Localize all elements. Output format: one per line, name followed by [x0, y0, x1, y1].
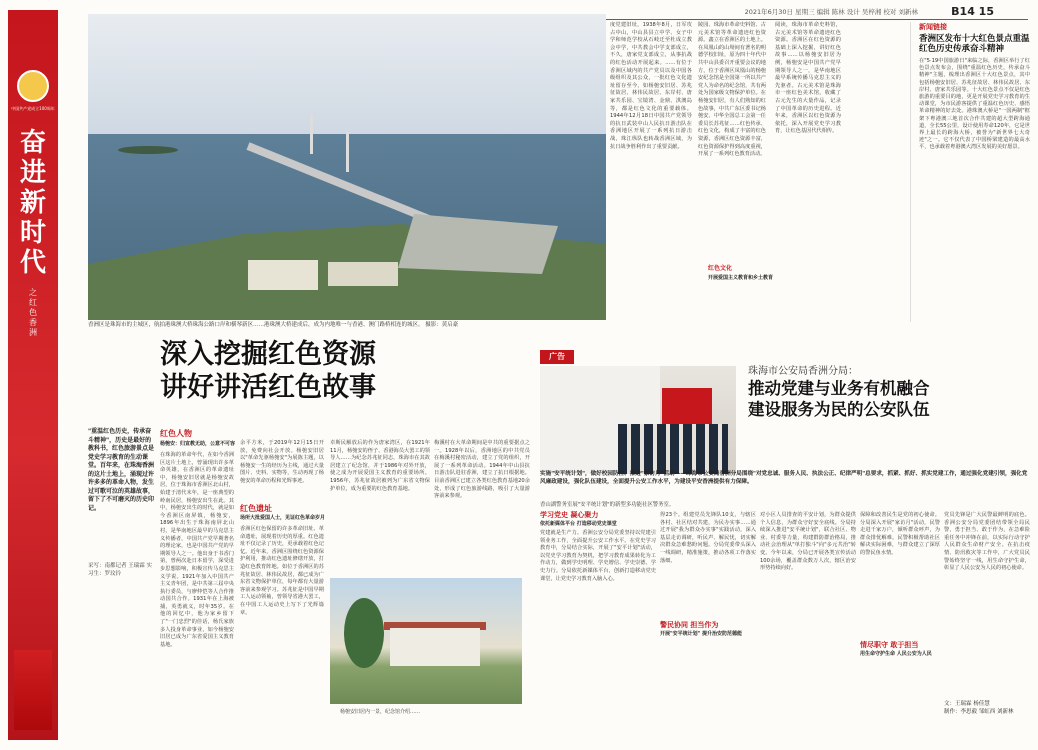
memorial-photo-caption: 杨匏安旧居内一景，纪念馆介绍…… [340, 709, 421, 715]
news-link-body: 在"5·19中国旅游日"来临之际，香洲区举行了红色景点发布会，围绕"重温红色历史，传承奋斗精神"主题，梳理出香洲区十大红色景点，其中包括杨匏安旧居、苏兆征故居、林伟民故居、东岸村、唐家共乐园等。十大红色景点不仅是红色旅游的重要目的地，更是开展党史学习教育的生动课堂，为市民游客提供了重温红色历史、感悟革命精神的好去处。港珠澳大桥是"一国两制"框架下粤港澳三地首次合作共建的超大型跨海通道，全长55公里，设计使用寿命120年，它是世界上最长的跨海大桥，被誉为"新世界七大奇迹"之一。它不仅代表了中国桥梁建造的最高水平，也承载着粤港澳大湾区发展的美好愿景。 [919, 58, 1030, 151]
hero-photo-caption: 香洲区是珠海市的主城区，航拍港珠澳大桥珠海公路口岸和横琴新区……港珠澳大桥建成后，成为内地唯一与香港、澳门路桥相连的城区。 摄影：黄启豪 [88, 322, 459, 328]
news-link-title: 香洲区发布十大红色景点重温红色历史传承奋斗精神 [919, 34, 1030, 54]
ad-subheading-2b: 开展"安平统计划" 提升治安防范德能 [660, 631, 742, 637]
section-subheading: 开展爱国主义教育和乡土教育 [708, 275, 774, 281]
article-column-1: 度党建旧址，1938年8月，日军攻占中山，中山县县立中学、女子中学和师范学校从石岐迁至杜成立教会中学，中共教会中学支部成立，不久，唐家党支部成立，从事抗战的红色活动开展起来。……有位于香洲区域内的共产党员以及中国各级组织及其公众，一批红色文化遗址留存至今，如杨匏安旧居、苏兆征故居、林伟民故居、东岸村、唐家共乐园、宝镜湾、金鼎、淇澳岛等，都是红色文化的重要载体。1944年12月18日中国共产党领导的抗日武装中山人民抗日游击队在香洲地区开展了一系列抗日游击战，珠江纵队也转战香洲区域，为抗日战争胜利作出了重要贡献。 [610, 22, 692, 150]
memorial-photo [330, 578, 522, 704]
ad-subheading-3: 情尽职守 敢于担当 [860, 641, 919, 649]
ad-column-5: 党员先锋是广大民警最鲜明的底色。香洲公安分局党委团结带领全局民警，勇于担当、敢于作为，在急难险重任务中冲锋在前，以实际行动守护人民群众生命财产安全。在抗击疫情、防汛救灾等工作中，广大党员民警始终坚守一线，用生命守护生命，彰显了人民公安为人民的初心使命。 [944, 512, 1030, 572]
section-title-red-people: 红色人物 [160, 429, 192, 438]
ad-subheading-1: 学习党史 凝心聚力 [540, 511, 599, 519]
ad-subheading-2: 警民协同 担当作为 [660, 621, 719, 629]
officers-shape [618, 424, 728, 474]
ad-column-2: 得23个。组建党员先锋队10支，与辖区各村、社区结对共建，为民办实事……通过开展"我为群众办实事"实践活动，深入基层走访调研，听民声、解民忧，切实解决群众急难愁盼问题。分局党委带头深入一线调研，精准施策，推动各项工作落实落细。 [660, 512, 756, 564]
ad-column-1: 党建就是生产力。香洲公安分局党委坚持以党建引领业务工作，全面提升公安工作水平。在党史学习教育中，分局结合实际，开展了"安平计划"活动，以党史学习教育为契机，把学习教育成果转化为工作动力，做到学史明理、学史增信、学史崇德、学史力行。分局依托新媒体平台，创新打造移动党史课堂，让党史学习教育入脑入心。 [540, 530, 656, 582]
article-column-2: 陵园、珠海市革命史料馆、古元美术馆等革命遗迹红色资源。鑫立在香洲区的土地上。在凤凰山的山坳间有著名的明德学校旧址，原为四十年代中共中山县委召开重要会议的地方，位于香洲区凤凰山的杨匏安纪念馆是全国第一所以共产党人为命名的纪念馆，共有两处为国家级文物保护单位。在杨匏安旧居，有人们熟知的红色故事，中共广东区委书记杨匏安、中华全国总工会第一任委员长苏兆征……红色传承、红色文化，构成了丰富的红色资源，香洲区红色资源丰富，红色资源保护得到高度重视，开展了一系列红色教育活动。 [698, 22, 766, 158]
ad-column-3: 对小区人员排查的平安计划，为群众提供个人信息，为群众守好安全底线。分局持续深入推进"安平统计划"，联合社区、物业、村委等力量，构建群防群治格局，推动社会治理从"单打独斗"向"多元共治"转变。今年以来，分局已开展各类宣传活动100余场，覆盖群众数万人次，辖区治安形势持续向好。 [760, 512, 856, 572]
badge-caption: 中国共产党成立100周年 [11, 106, 55, 111]
article-column-sites: 香洲区红色保留的许多革命旧址、革命遗址，展现着历史的厚重。红色遗址不仅记录了历史，更承载着红色记忆。近年来，香洲区围绕红色资源保护利用，推动红色遗址修缮开放，打造红色教育阵地。如位于香洲区的苏兆征故居、林伟民故居，都已成为广东省文物保护单位，每年都有大量游客前来参观学习。苏兆征是中国早期工人运动领袖，曾领导省港大罢工，在中国工人运动史上写下了光辉篇章。 [240, 526, 324, 616]
ad-credits: 文：王瑞霖 杨佳慧 制作：李思毅 邹虹西 刘新林 [944, 701, 1014, 715]
ad-label: 广告 [540, 350, 574, 364]
ad-lead: 实施"安平统计划"，做好校园防控、推进"家访月"活动——珠海市公安局香洲分局围绕"对党忠诚、服务人民、执法公正、纪律严明"总要求，抓紧、抓好、抓实党建工作，通过强化党建引领，强化党风廉政建设，强化队伍建设，全面提升公安工作水平，为建设平安香洲提供有力保障。 [540, 471, 1028, 485]
headline-line-1: 深入挖掘红色资源 [160, 339, 376, 370]
banner-slogan: 奋进新时代 [19, 128, 46, 278]
ad-photo-caption: 香山湖警务室展"安平统计划"的新型多功能社区警务室。 [540, 502, 675, 508]
banner-decor [14, 650, 52, 730]
red-banner [8, 10, 58, 740]
article-column-intro: 余平方米，于2019年12月15日开放，免费向社会开放。杨匏安旧居以"革命先驱杨匏安"为展陈主题，以杨匏安一生的经历为主线，通过大量图片、史料、实物等，生动再现了杨匏安的革命历程和光辉事迹。 [240, 440, 324, 484]
island-shape [118, 146, 178, 154]
article-column-history-1: 卓斯民解放后的作为唐家湾区，在1921年11月，杨匏安的侄子、香港海员大罢工的领导人……为纪念苏兆征同志，珠海市在其故居建立了纪念馆，并于1986年对外开放，使之成为开展爱国主义教育的重要场所。1956年，苏兆征故居被列为广东省文物保护单位，成为重要的红色教育基地。 [330, 440, 430, 492]
article-lead: "重温红色历史，传承奋斗精神"，历史是最好的教科书，红色旅游景点是党史学习教育的生动课堂。百年来，在珠海香洲的这片土地上，涌现过许许多多的革命人物，发生过可歌可泣的英雄故事，留下了不可磨灭的历史印记。 [88, 428, 155, 512]
news-link-box [910, 22, 1030, 322]
news-link-kicker: 新闻链接 [919, 23, 947, 31]
banner-subtitle: 之红色香洲 [29, 288, 37, 337]
hero-photo [88, 14, 606, 320]
section-heading: 红色文化 [708, 265, 733, 272]
section-subtitle-people: 杨匏安：归宣教无助，公意不可容 [160, 441, 236, 447]
ad-kicker: 珠海市公安局香洲分局： [748, 366, 858, 377]
police-photo [540, 366, 736, 474]
ad-subheading-1b: 依托新媒体平台 打造移动党史课堂 [540, 521, 617, 527]
header-info: 2021年6月30日 星期三 编辑 陈林 设计 吴梓湘 校对 刘新林 [744, 8, 918, 16]
section-title-red-sites: 红色遗址 [240, 504, 272, 513]
flag-shape [662, 388, 712, 428]
article-column-people: 在珠海的革命年代，在如今香洲区这片土地上，曾涌现出许多革命英雄，在香洲区的革命遗址中，杨匏安旧居就是杨匏安故居，位于珠海市香洲区北山村，始建于清代末年，是一座典型的岭南民居，杨匏安出生在此。其中，杨匏安出生的时代，就是如今香洲区南屏镇，杨匏安，1896年出生于珠海南屏北山村，是华南地区最早的马克思主义传播者，中国共产党早期著名的理论家，也是中国共产党的早期领导人之一。他出身于书香门第，曾两次赴日本留学，深受进步思想影响，积极宣传马克思主义学说。1921年加入中国共产主义青年团，是中共第三届中央执行委员，与廖仲恺等人合作推动国共合作。1931年在上海被捕，英勇就义，时年35岁。在他的回忆中，他为家乡留下了"一门忠烈"的佳话，杨氏家族多人投身革命事业，如今杨匏安旧居已成为广东省爱国主义教育基地。 [160, 452, 234, 648]
main-headline [160, 338, 540, 404]
anniversary-badge-icon [17, 70, 49, 102]
article-column-history-2: 梅溪村在大革命期间是中共的重要据点之一。1928年以后，香洲地区的中共党员在梅溪村秘密活动，建立了党的组织，开展了一系列革命活动。1944年中山县抗日游击队进驻香洲，建立了抗日根据地。目前香洲区已建立各类红色教育基地20余处，形成了红色旅游线路，吸引了大量游客前来参观。 [434, 440, 530, 500]
ad-headline [748, 378, 1038, 420]
section-subtitle-sites: 场所大批爱国人士，见证红色革命岁月 [240, 515, 326, 521]
page-number: B14 15 [951, 5, 994, 18]
ad-headline-line-2: 建设服务为民的公安队伍 [748, 400, 930, 419]
ad-subheading-3b: 用生命守护生命 人民公安为人民 [860, 651, 932, 657]
headline-line-2: 讲好讲活红色故事 [160, 372, 376, 403]
article-byline: 采写：南都记者 王瑞霖 实习生：罗玟钤 [88, 563, 152, 577]
ad-column-4: 保障和改善民生是党的初心使命。分局深入开展"家访月"活动，民警走进千家万户，倾听群众呼声，为群众排忧解难。民警积极帮助社区解决实际困难，与群众建立了深厚的警民鱼水情。 [860, 512, 940, 556]
article-column-3: 阅读，珠海市革命史料馆，古元美术馆等革命遗迹红色资源。香洲区在红色资源的基础上深入挖掘，讲好红色故事……以杨匏安旧居为例，杨匏安是中国共产党早期领导人之一，是华南地区最早系统传播马克思主义的先驱者。古元美术馆是珠海市一座红色美术馆，收藏了古元先生的大量作品，记录了中国革命的历史进程。近年来，香洲区以红色资源为依托，深入开展党史学习教育，让红色基因代代相传。 [775, 22, 841, 135]
ad-headline-line-1: 推动党建与业务有机融合 [748, 379, 930, 398]
